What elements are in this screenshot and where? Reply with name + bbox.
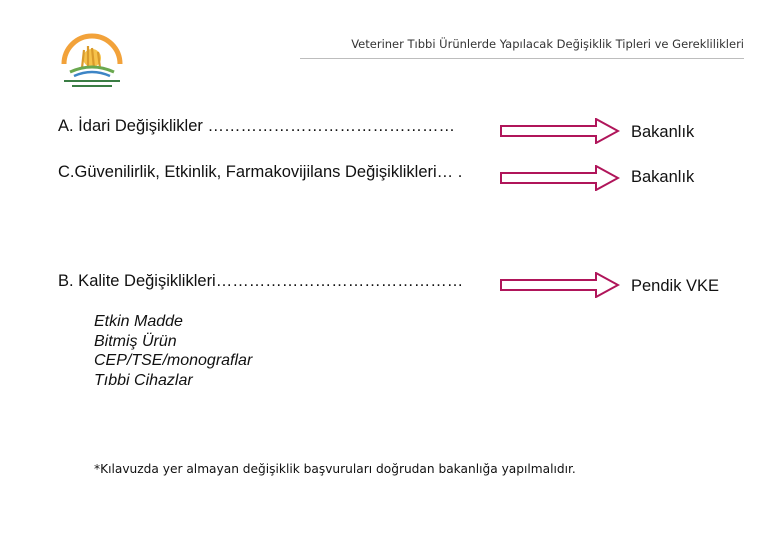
row-label: . Kalite Değişiklikleri……………………………………… xyxy=(69,272,464,290)
list-item: Tıbbi Cihazlar xyxy=(94,371,193,389)
row-idari xyxy=(58,117,455,136)
kalite-sublist xyxy=(94,312,252,390)
row-kalite xyxy=(58,272,463,291)
right-arrow-icon xyxy=(500,118,620,144)
target-label: Pendik VKE xyxy=(631,277,720,295)
target-label: Bakanlık xyxy=(631,168,695,186)
list-item: CEP/TSE/monograflar xyxy=(94,352,253,369)
target-label: Bakanlık xyxy=(631,123,695,141)
row-letter: B xyxy=(58,272,70,290)
list-item: Etkin Madde xyxy=(94,313,183,330)
header-divider xyxy=(300,58,744,59)
ministry-logo-icon xyxy=(56,28,128,92)
row-label: .Güvenilirlik, Etkinlik, Farmakovijilans Değişiklikleri… . xyxy=(69,163,463,181)
row-letter: C xyxy=(58,163,70,181)
page-title: Veteriner Tıbbi Ürünlerde Yapılacak Değişiklik Tipleri ve Gereklilikleri xyxy=(351,37,744,51)
right-arrow-icon xyxy=(500,272,620,298)
list-item: Bitmiş Ürün xyxy=(94,332,177,350)
row-label: . İdari Değişiklikler ……………………………………… xyxy=(69,117,455,135)
row-letter: A xyxy=(58,117,70,135)
right-arrow-icon xyxy=(500,165,620,191)
footnote: *Kılavuzda yer almayan değişiklik başvuruları doğrudan bakanlığa yapılmalıdır. xyxy=(94,462,576,476)
row-guvenilirlik xyxy=(58,163,462,182)
